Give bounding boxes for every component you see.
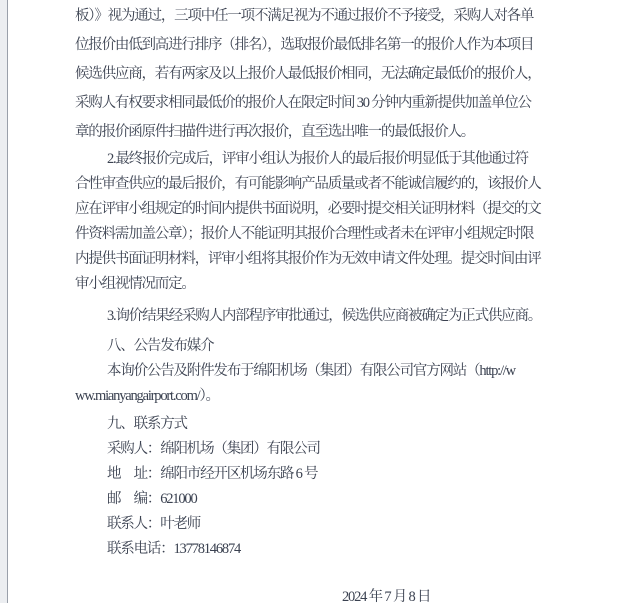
doc-line: 候选供应商，若有两家及以上报价人最低报价相同，无法确定最低价的报价人，: [75, 66, 541, 82]
paragraph-approval: [75, 304, 555, 329]
doc-line: 件资料需加盖公章）；报价人不能证明其报价合理性或者未在评审小组规定时限: [75, 226, 534, 242]
document-content: [75, 2, 555, 610]
doc-line: 采购人有权要求相同最低价的报价人在限定时间 30 分钟内重新提供加盖单位公: [75, 95, 531, 111]
doc-line: 内提供书面证明材料，评审小组将其报价作为无效申请文件处理。提交时间由评: [75, 251, 541, 267]
doc-line: 章的报价函原件扫描件进行再次报价，直至选出唯一的最低报价人。: [75, 124, 474, 140]
contact-purchaser: 采购人：绵阳机场（集团）有限公司: [107, 441, 320, 457]
doc-line: 本询价公告及附件发布于绵阳机场（集团）有限公司官方网站（http://w: [107, 363, 515, 379]
doc-line: 3.询价结果经采购人内部程序审批通过，候选供应商被确定为正式供应商。: [107, 308, 542, 324]
doc-line: 合性审查供应的最后报价，有可能影响产品质量或者不能诚信履约的，该报价人: [75, 176, 541, 192]
paragraph-ranking: [75, 2, 555, 147]
doc-line: 应在评审小组规定的时间内提供书面说明，必要时提交相关证明材料（提交的文: [75, 201, 541, 217]
section-heading: 八、公告发布媒介: [107, 338, 214, 354]
contact-phone: 联系电话：13778146874: [107, 541, 241, 557]
paragraph-media: [75, 359, 555, 409]
doc-line: 板）》视为通过，三项中任一项不满足视为不通过报价不予接受，采购人对各单: [75, 8, 534, 24]
section-heading: 九、联系方式: [107, 416, 187, 432]
document-date: 2024 年 7 月 8 日: [342, 589, 431, 605]
section-heading-media: [75, 334, 555, 359]
paragraph-final-quote: [75, 147, 555, 297]
contact-postcode: 邮 编：621000: [107, 491, 197, 507]
section-heading-contact: [75, 412, 555, 437]
doc-line: 2.最终报价完成后，评审小组认为报价人的最后报价明显低于其他通过符: [107, 151, 528, 167]
doc-line website-url: ww.mianyangairport.com/）。: [75, 388, 219, 404]
doc-line: 审小组视情况而定。: [75, 276, 195, 292]
contact-block: [75, 437, 555, 562]
page-edge-border: [0, 0, 8, 603]
contact-person: 联系人：叶老师: [107, 516, 201, 532]
doc-line: 位报价由低到高进行排序（排名），选取报价最低排名第一的报价人作为本项目: [75, 37, 534, 53]
contact-address: 地 址：绵阳市经开区机场东路 6 号: [107, 466, 318, 482]
